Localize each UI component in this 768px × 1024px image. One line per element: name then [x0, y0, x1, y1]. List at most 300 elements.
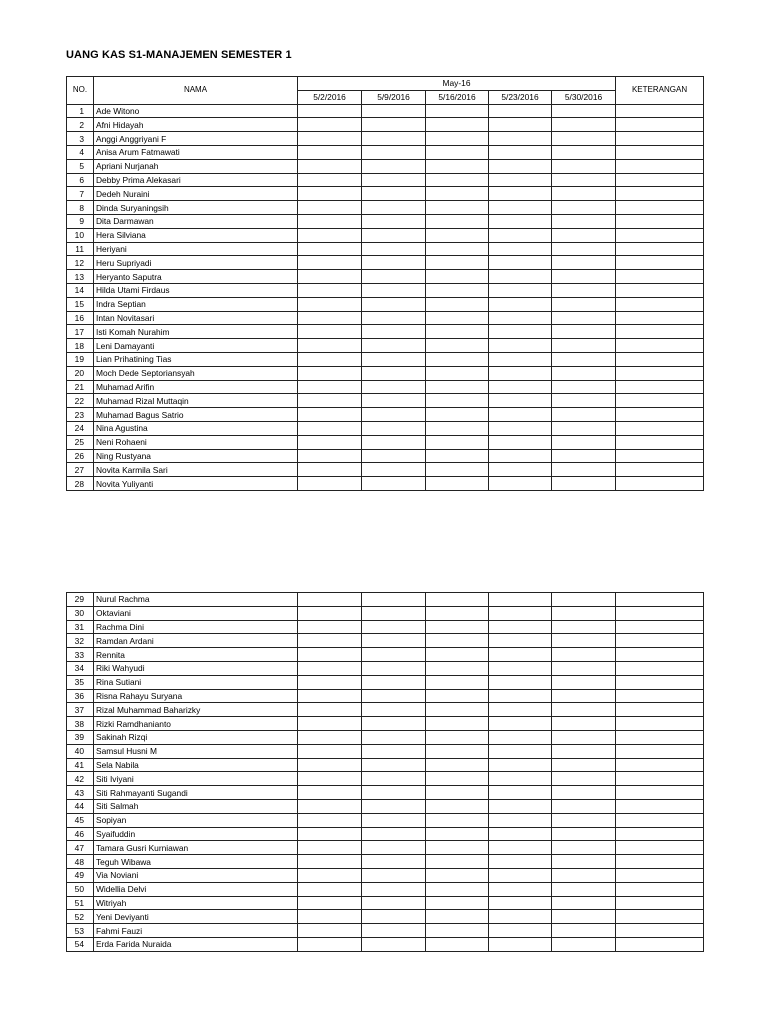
- payment-cell: [362, 283, 426, 297]
- payment-cell: [489, 463, 552, 477]
- payment-cell: [489, 896, 552, 910]
- row-number: 47: [67, 841, 94, 855]
- student-name: Rennita: [94, 648, 298, 662]
- student-name: Muhamad Rizal Muttaqin: [94, 394, 298, 408]
- payment-cell: [298, 799, 362, 813]
- header-date-2: 5/9/2016: [362, 90, 426, 104]
- row-number: 44: [67, 799, 94, 813]
- keterangan-cell: [616, 214, 704, 228]
- payment-cell: [298, 339, 362, 353]
- student-name: Anggi Anggriyani F: [94, 132, 298, 146]
- row-number: 28: [67, 477, 94, 491]
- payment-cell: [489, 717, 552, 731]
- payment-cell: [552, 799, 616, 813]
- payment-cell: [489, 882, 552, 896]
- payment-cell: [426, 339, 489, 353]
- row-number: 9: [67, 214, 94, 228]
- payment-cell: [362, 717, 426, 731]
- payment-cell: [489, 201, 552, 215]
- payment-cell: [489, 786, 552, 800]
- table-row: [67, 868, 704, 882]
- payment-cell: [426, 242, 489, 256]
- payment-cell: [426, 352, 489, 366]
- row-number: 11: [67, 242, 94, 256]
- payment-cell: [552, 744, 616, 758]
- table-row: [67, 394, 704, 408]
- row-number: 8: [67, 201, 94, 215]
- payment-cell: [489, 228, 552, 242]
- table-row: [67, 813, 704, 827]
- payment-cell: [298, 132, 362, 146]
- student-name: Dedeh Nuraini: [94, 187, 298, 201]
- keterangan-cell: [616, 283, 704, 297]
- table-row: [67, 201, 704, 215]
- payment-cell: [552, 325, 616, 339]
- payment-cell: [298, 868, 362, 882]
- payment-cell: [362, 132, 426, 146]
- payment-cell: [362, 882, 426, 896]
- table-row: [67, 772, 704, 786]
- student-name: Dinda Suryaningsih: [94, 201, 298, 215]
- payment-cell: [298, 772, 362, 786]
- header-keterangan: KETERANGAN: [616, 77, 704, 105]
- row-number: 51: [67, 896, 94, 910]
- row-number: 48: [67, 855, 94, 869]
- keterangan-cell: [616, 421, 704, 435]
- payment-cell: [426, 620, 489, 634]
- payment-cell: [298, 661, 362, 675]
- keterangan-cell: [616, 717, 704, 731]
- payment-cell: [552, 813, 616, 827]
- keterangan-cell: [616, 380, 704, 394]
- keterangan-cell: [616, 910, 704, 924]
- row-number: 46: [67, 827, 94, 841]
- payment-cell: [552, 772, 616, 786]
- table-row: [67, 661, 704, 675]
- keterangan-cell: [616, 325, 704, 339]
- payment-cell: [552, 593, 616, 607]
- student-name: Nina Agustina: [94, 421, 298, 435]
- payment-cell: [426, 366, 489, 380]
- payment-cell: [552, 717, 616, 731]
- row-number: 34: [67, 661, 94, 675]
- payment-cell: [489, 394, 552, 408]
- header-no: NO.: [67, 77, 94, 105]
- table-row: [67, 758, 704, 772]
- row-number: 3: [67, 132, 94, 146]
- payment-cell: [362, 593, 426, 607]
- student-name: Sela Nabila: [94, 758, 298, 772]
- payment-cell: [489, 352, 552, 366]
- payment-cell: [489, 449, 552, 463]
- table-row: [67, 744, 704, 758]
- payment-cell: [489, 311, 552, 325]
- keterangan-cell: [616, 924, 704, 938]
- row-number: 12: [67, 256, 94, 270]
- payment-cell: [552, 242, 616, 256]
- payment-cell: [362, 270, 426, 284]
- row-number: 53: [67, 924, 94, 938]
- payment-cell: [298, 813, 362, 827]
- keterangan-cell: [616, 104, 704, 118]
- student-name: Moch Dede Septoriansyah: [94, 366, 298, 380]
- payment-cell: [362, 937, 426, 951]
- payment-cell: [552, 703, 616, 717]
- payment-cell: [552, 421, 616, 435]
- payment-cell: [426, 408, 489, 422]
- payment-cell: [298, 937, 362, 951]
- keterangan-cell: [616, 841, 704, 855]
- payment-cell: [426, 606, 489, 620]
- payment-cell: [489, 799, 552, 813]
- payment-cell: [426, 827, 489, 841]
- payment-cell: [426, 173, 489, 187]
- student-name: Indra Septian: [94, 297, 298, 311]
- table-row: [67, 717, 704, 731]
- keterangan-cell: [616, 159, 704, 173]
- keterangan-cell: [616, 463, 704, 477]
- row-number: 32: [67, 634, 94, 648]
- payment-cell: [298, 606, 362, 620]
- student-name: Siti Salmah: [94, 799, 298, 813]
- student-name: Witriyah: [94, 896, 298, 910]
- table-row: [67, 855, 704, 869]
- table-row: [67, 841, 704, 855]
- table-row: [67, 408, 704, 422]
- payment-cell: [362, 325, 426, 339]
- keterangan-cell: [616, 270, 704, 284]
- payment-cell: [426, 297, 489, 311]
- student-name: Widellia Delvi: [94, 882, 298, 896]
- keterangan-cell: [616, 786, 704, 800]
- row-number: 30: [67, 606, 94, 620]
- payment-cell: [298, 896, 362, 910]
- payment-cell: [426, 661, 489, 675]
- payment-cell: [362, 256, 426, 270]
- table-row: [67, 910, 704, 924]
- payment-cell: [426, 813, 489, 827]
- student-name: Anisa Arum Fatmawati: [94, 145, 298, 159]
- header-date-4: 5/23/2016: [489, 90, 552, 104]
- student-name: Debby Prima Alekasari: [94, 173, 298, 187]
- payment-cell: [298, 256, 362, 270]
- payment-cell: [362, 620, 426, 634]
- row-number: 6: [67, 173, 94, 187]
- payment-cell: [489, 214, 552, 228]
- keterangan-cell: [616, 813, 704, 827]
- student-name: Hilda Utami Firdaus: [94, 283, 298, 297]
- payment-cell: [489, 910, 552, 924]
- student-name: Lian Prihatining Tias: [94, 352, 298, 366]
- payment-cell: [298, 421, 362, 435]
- keterangan-cell: [616, 758, 704, 772]
- payment-cell: [552, 145, 616, 159]
- payment-cell: [552, 855, 616, 869]
- student-name: Siti Rahmayanti Sugandi: [94, 786, 298, 800]
- payment-cell: [362, 758, 426, 772]
- keterangan-cell: [616, 242, 704, 256]
- payment-cell: [298, 311, 362, 325]
- table-row: [67, 173, 704, 187]
- table-row: [67, 786, 704, 800]
- payment-cell: [489, 744, 552, 758]
- payment-cell: [362, 187, 426, 201]
- table-row: [67, 593, 704, 607]
- payment-cell: [362, 214, 426, 228]
- student-name: Dita Darmawan: [94, 214, 298, 228]
- student-name: Apriani Nurjanah: [94, 159, 298, 173]
- payment-cell: [426, 689, 489, 703]
- table-row: [67, 606, 704, 620]
- student-name: Afni Hidayah: [94, 118, 298, 132]
- payment-cell: [426, 477, 489, 491]
- payment-cell: [426, 924, 489, 938]
- row-number: 33: [67, 648, 94, 662]
- row-number: 24: [67, 421, 94, 435]
- row-number: 2: [67, 118, 94, 132]
- keterangan-cell: [616, 799, 704, 813]
- payment-cell: [552, 104, 616, 118]
- student-name: Heriyani: [94, 242, 298, 256]
- payment-cell: [362, 841, 426, 855]
- row-number: 20: [67, 366, 94, 380]
- row-number: 13: [67, 270, 94, 284]
- payment-cell: [489, 145, 552, 159]
- row-number: 37: [67, 703, 94, 717]
- payment-cell: [298, 730, 362, 744]
- table-row: [67, 118, 704, 132]
- payment-cell: [552, 408, 616, 422]
- payment-cell: [489, 366, 552, 380]
- document-title: UANG KAS S1-MANAJEMEN SEMESTER 1: [66, 49, 292, 61]
- payment-cell: [362, 689, 426, 703]
- payment-cell: [552, 648, 616, 662]
- student-name: Oktaviani: [94, 606, 298, 620]
- header-date-3: 5/16/2016: [426, 90, 489, 104]
- payment-cell: [298, 924, 362, 938]
- payment-cell: [426, 394, 489, 408]
- payment-cell: [489, 689, 552, 703]
- payment-cell: [298, 786, 362, 800]
- payment-cell: [298, 463, 362, 477]
- payment-cell: [426, 896, 489, 910]
- student-name: Tamara Gusri Kurniawan: [94, 841, 298, 855]
- table-row: [67, 924, 704, 938]
- keterangan-cell: [616, 882, 704, 896]
- row-number: 26: [67, 449, 94, 463]
- payment-cell: [298, 717, 362, 731]
- keterangan-cell: [616, 827, 704, 841]
- keterangan-cell: [616, 606, 704, 620]
- keterangan-cell: [616, 634, 704, 648]
- payment-cell: [362, 675, 426, 689]
- row-number: 43: [67, 786, 94, 800]
- payment-cell: [362, 855, 426, 869]
- keterangan-cell: [616, 201, 704, 215]
- payment-cell: [426, 937, 489, 951]
- student-name: Teguh Wibawa: [94, 855, 298, 869]
- student-name: Isti Komah Nurahim: [94, 325, 298, 339]
- table-row: [67, 937, 704, 951]
- payment-cell: [298, 634, 362, 648]
- keterangan-cell: [616, 297, 704, 311]
- table-row: [67, 477, 704, 491]
- table-row: [67, 421, 704, 435]
- cash-table-2: [66, 592, 704, 952]
- keterangan-cell: [616, 620, 704, 634]
- payment-cell: [426, 717, 489, 731]
- row-number: 7: [67, 187, 94, 201]
- payment-cell: [426, 214, 489, 228]
- payment-cell: [552, 786, 616, 800]
- payment-cell: [362, 772, 426, 786]
- payment-cell: [298, 104, 362, 118]
- payment-cell: [298, 283, 362, 297]
- student-name: Via Noviani: [94, 868, 298, 882]
- keterangan-cell: [616, 366, 704, 380]
- payment-cell: [552, 214, 616, 228]
- row-number: 22: [67, 394, 94, 408]
- payment-cell: [552, 201, 616, 215]
- payment-cell: [552, 132, 616, 146]
- payment-cell: [552, 283, 616, 297]
- payment-cell: [426, 463, 489, 477]
- row-number: 10: [67, 228, 94, 242]
- payment-cell: [298, 242, 362, 256]
- row-number: 39: [67, 730, 94, 744]
- payment-cell: [489, 242, 552, 256]
- payment-cell: [298, 394, 362, 408]
- row-number: 21: [67, 380, 94, 394]
- payment-cell: [362, 311, 426, 325]
- payment-cell: [489, 270, 552, 284]
- keterangan-cell: [616, 772, 704, 786]
- payment-cell: [552, 827, 616, 841]
- keterangan-cell: [616, 449, 704, 463]
- payment-cell: [489, 159, 552, 173]
- table-row: [67, 730, 704, 744]
- payment-cell: [552, 352, 616, 366]
- student-name: Yeni Deviyanti: [94, 910, 298, 924]
- row-number: 54: [67, 937, 94, 951]
- table-row: [67, 339, 704, 353]
- payment-cell: [552, 118, 616, 132]
- payment-cell: [426, 132, 489, 146]
- payment-cell: [298, 449, 362, 463]
- student-name: Ning Rustyana: [94, 449, 298, 463]
- student-name: Rina Sutiani: [94, 675, 298, 689]
- table-row: [67, 352, 704, 366]
- student-name: Fahmi Fauzi: [94, 924, 298, 938]
- payment-cell: [298, 620, 362, 634]
- payment-cell: [489, 827, 552, 841]
- row-number: 23: [67, 408, 94, 422]
- row-number: 4: [67, 145, 94, 159]
- row-number: 38: [67, 717, 94, 731]
- payment-cell: [362, 868, 426, 882]
- payment-cell: [362, 463, 426, 477]
- payment-cell: [426, 256, 489, 270]
- payment-cell: [426, 703, 489, 717]
- payment-cell: [552, 689, 616, 703]
- student-name: Neni Rohaeni: [94, 435, 298, 449]
- payment-cell: [362, 799, 426, 813]
- table-row: [67, 283, 704, 297]
- student-name: Risna Rahayu Suryana: [94, 689, 298, 703]
- keterangan-cell: [616, 477, 704, 491]
- payment-cell: [489, 593, 552, 607]
- payment-cell: [552, 173, 616, 187]
- payment-cell: [426, 449, 489, 463]
- row-number: 5: [67, 159, 94, 173]
- payment-cell: [552, 675, 616, 689]
- keterangan-cell: [616, 173, 704, 187]
- table-row: [67, 703, 704, 717]
- payment-cell: [362, 380, 426, 394]
- payment-cell: [298, 325, 362, 339]
- payment-cell: [362, 813, 426, 827]
- payment-cell: [489, 772, 552, 786]
- keterangan-cell: [616, 228, 704, 242]
- payment-cell: [298, 187, 362, 201]
- keterangan-cell: [616, 648, 704, 662]
- payment-cell: [298, 173, 362, 187]
- payment-cell: [426, 228, 489, 242]
- table-row: [67, 242, 704, 256]
- payment-cell: [298, 201, 362, 215]
- payment-cell: [489, 675, 552, 689]
- header-nama: NAMA: [94, 77, 298, 105]
- row-number: 40: [67, 744, 94, 758]
- table-row: [67, 228, 704, 242]
- payment-cell: [362, 366, 426, 380]
- row-number: 18: [67, 339, 94, 353]
- payment-cell: [552, 270, 616, 284]
- student-name: Ade Witono: [94, 104, 298, 118]
- table-row: [67, 449, 704, 463]
- table-row: [67, 159, 704, 173]
- payment-cell: [552, 228, 616, 242]
- payment-cell: [298, 435, 362, 449]
- payment-cell: [552, 297, 616, 311]
- payment-cell: [426, 648, 489, 662]
- keterangan-cell: [616, 730, 704, 744]
- payment-cell: [362, 297, 426, 311]
- payment-cell: [552, 366, 616, 380]
- payment-cell: [552, 661, 616, 675]
- payment-cell: [552, 311, 616, 325]
- cash-table-1: [66, 76, 704, 491]
- payment-cell: [362, 352, 426, 366]
- payment-cell: [426, 421, 489, 435]
- payment-cell: [362, 435, 426, 449]
- payment-cell: [362, 201, 426, 215]
- keterangan-cell: [616, 118, 704, 132]
- row-number: 42: [67, 772, 94, 786]
- payment-cell: [426, 325, 489, 339]
- payment-cell: [489, 339, 552, 353]
- payment-cell: [489, 606, 552, 620]
- payment-cell: [426, 118, 489, 132]
- payment-cell: [426, 758, 489, 772]
- table-row: [67, 380, 704, 394]
- row-number: 1: [67, 104, 94, 118]
- payment-cell: [552, 339, 616, 353]
- payment-cell: [362, 449, 426, 463]
- payment-cell: [362, 145, 426, 159]
- table-row: [67, 827, 704, 841]
- payment-cell: [426, 270, 489, 284]
